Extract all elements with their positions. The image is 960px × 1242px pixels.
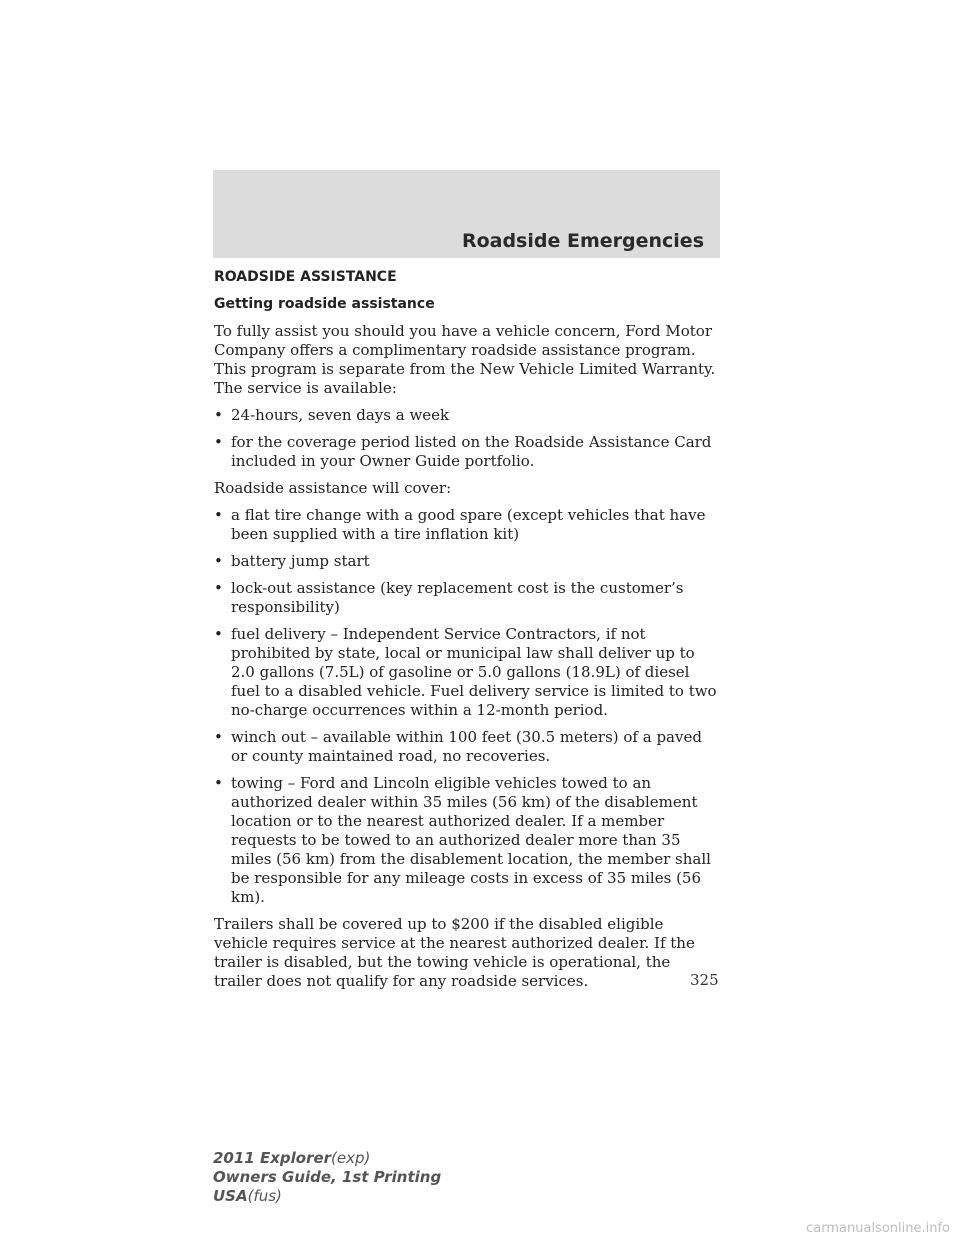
list-item-text: for the coverage period listed on the Roadside Assistance Card included in your Owner Guide portfolio. — [231, 433, 712, 470]
section-title: Roadside Emergencies — [461, 230, 704, 252]
print-footer — [213, 1149, 441, 1206]
list-item-text: towing – Ford and Lincoln eligible vehicles towed to an authorized dealer within 35 miles (56 km) of the disablement location or to the nearest authorized dealer. If a member requests to be towed to an authorized dealer more than 35 miles (56 km) from the disablement location, the member shall be responsible for any mileage costs in excess of 35 miles (56 km). — [231, 774, 711, 906]
bullet-icon: • — [214, 406, 223, 424]
list-item-text: lock-out assistance (key replacement cost is the customer’s responsibility) — [231, 579, 684, 616]
footer-line-3 — [213, 1187, 441, 1206]
bullet-icon: • — [214, 625, 223, 643]
sub-heading: Getting roadside assistance — [214, 296, 435, 312]
footer-market-code: (fus) — [247, 1187, 282, 1205]
list-item-text: winch out – available within 100 feet (30.5 meters) of a paved or county maintained road, no recoveries. — [231, 728, 702, 765]
footer-model-code: (exp) — [331, 1149, 371, 1167]
main-heading: ROADSIDE ASSISTANCE — [214, 269, 397, 285]
coverage-intro: Roadside assistance will cover: — [214, 479, 452, 497]
page-number: 325 — [690, 971, 719, 989]
list-item-text: battery jump start — [231, 552, 370, 570]
availability-list — [214, 406, 722, 471]
list-item-text: a flat tire change with a good spare (except vehicles that have been supplied with a tire inflation kit) — [231, 506, 706, 543]
list-item-text: fuel delivery – Independent Service Contractors, if not prohibited by state, local or municipal law shall deliver up to 2.0 gallons (7.5L) of gasoline or 5.0 gallons (18.9L) of diesel fuel to a disabled vehicle. Fuel delivery service is limited to two no-charge occurrences within a 12-month period. — [231, 625, 717, 719]
list-item — [214, 552, 722, 571]
list-item — [214, 728, 722, 766]
footer-line-2: Owners Guide, 1st Printing — [213, 1168, 442, 1186]
list-item — [214, 406, 722, 425]
bullet-icon: • — [214, 506, 223, 524]
bullet-icon: • — [214, 579, 223, 597]
trailers-paragraph: Trailers shall be covered up to $200 if the disabled eligible vehicle requires service at the nearest authorized dealer. If the trailer is disabled, but the towing vehicle is operational, the trailer does not qualify for any roadside services. — [214, 915, 695, 990]
list-item — [214, 774, 722, 907]
bullet-icon: • — [214, 774, 223, 792]
footer-model: 2011 Explorer — [213, 1149, 332, 1167]
site-watermark: carmanualsonline.info — [806, 1221, 950, 1236]
list-item — [214, 625, 722, 720]
bullet-icon: • — [214, 552, 223, 570]
bullet-icon: • — [214, 728, 223, 746]
coverage-list — [214, 506, 722, 907]
intro-paragraph: To fully assist you should you have a vehicle concern, Ford Motor Company offers a complimentary roadside assistance program. This program is separate from the New Vehicle Limited Warranty. The service is available: — [214, 322, 716, 397]
list-item — [214, 579, 722, 617]
section-header-band — [213, 170, 720, 258]
bullet-icon: • — [214, 433, 223, 451]
list-item — [214, 433, 722, 471]
list-item-text: 24-hours, seven days a week — [231, 406, 450, 424]
page-content — [214, 268, 722, 999]
footer-market: USA — [213, 1187, 248, 1205]
footer-line-1 — [213, 1149, 441, 1168]
list-item — [214, 506, 722, 544]
